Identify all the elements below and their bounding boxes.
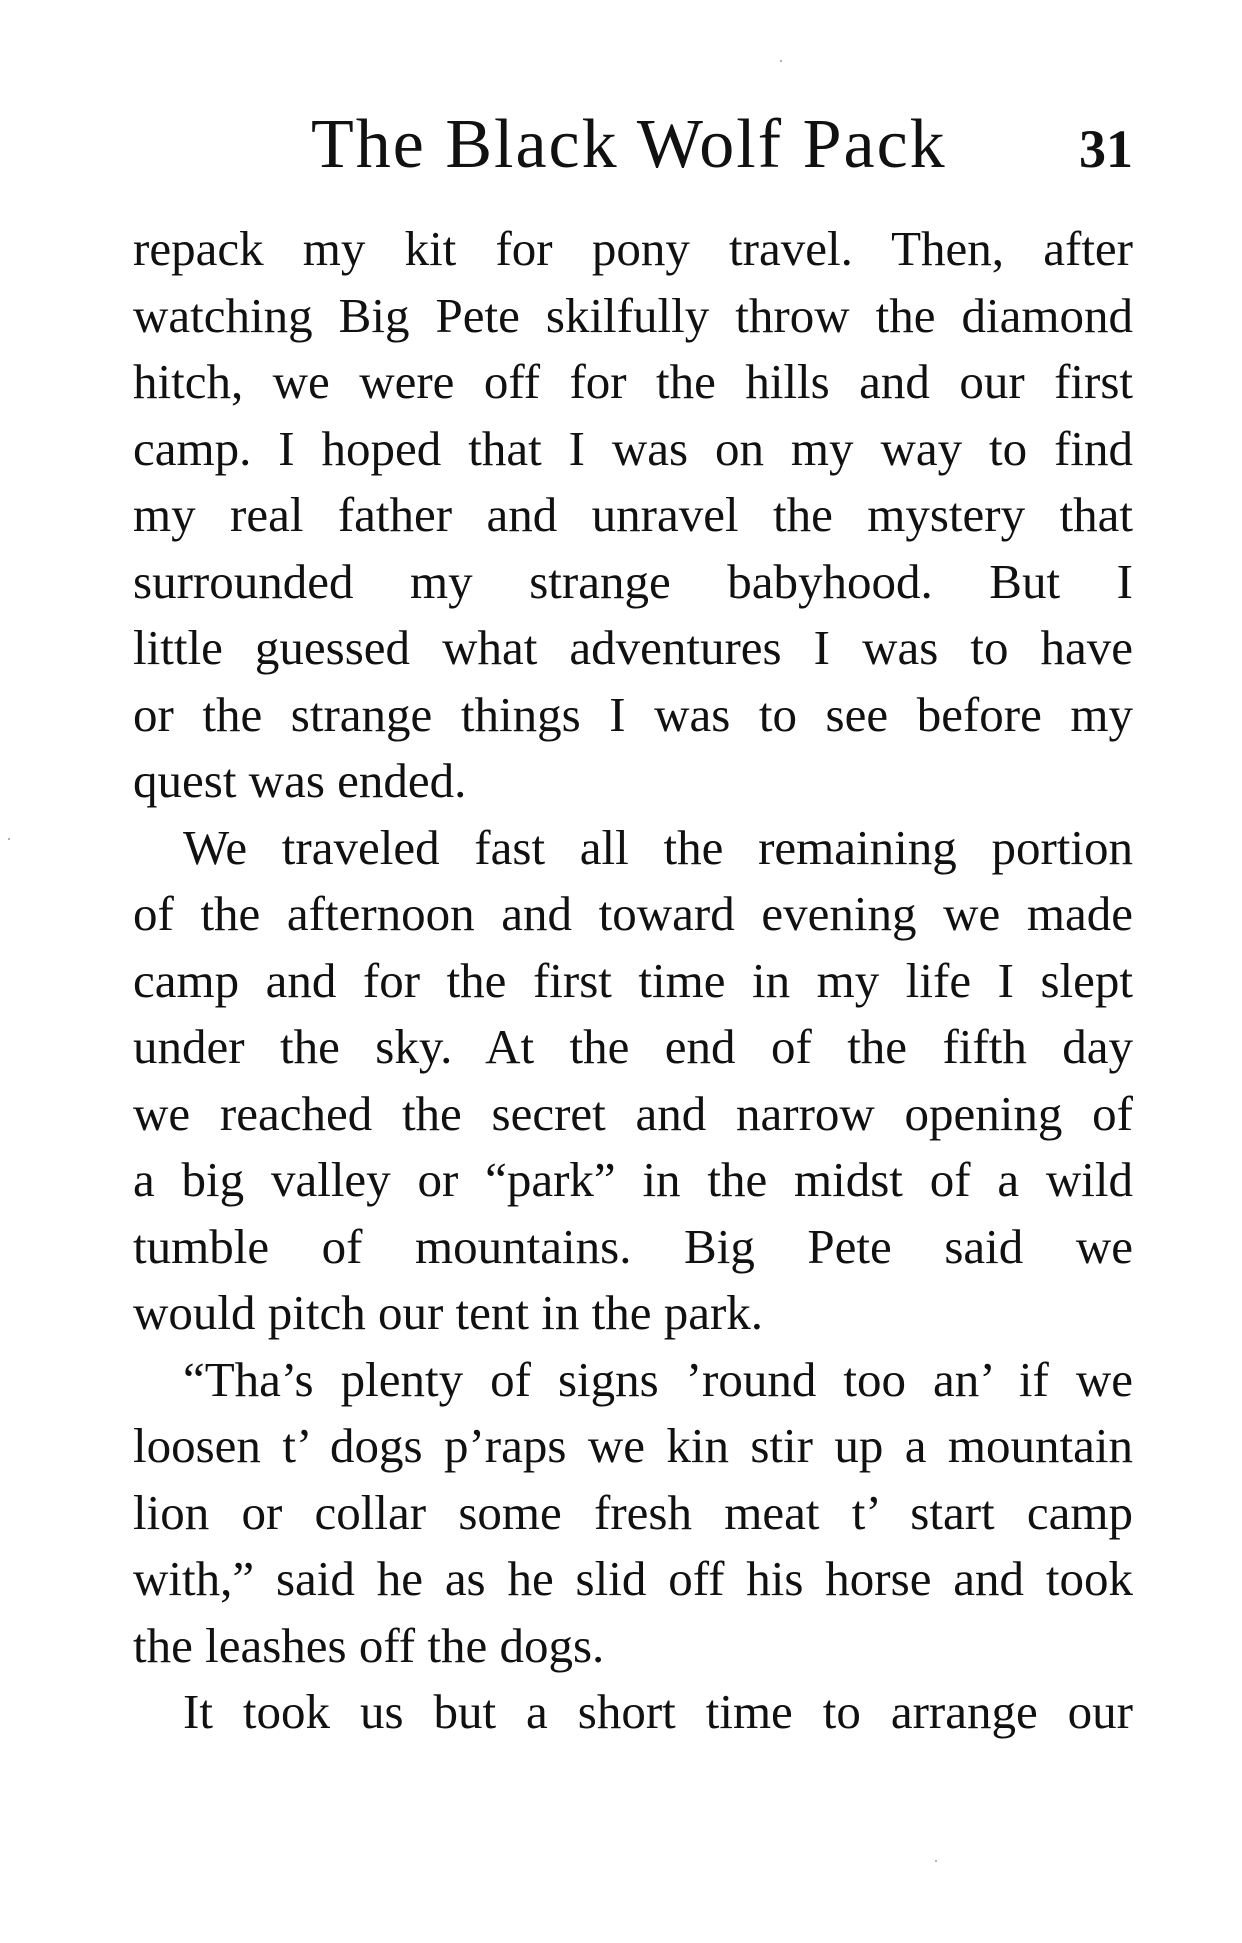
paragraph-2 <box>133 815 1133 1347</box>
text-line: tumble of mountains. Big Pete said we <box>133 1218 1133 1274</box>
body-text <box>133 216 1133 1746</box>
text-line: surrounded my strange babyhood. But I <box>133 553 1133 609</box>
paragraph-4 <box>133 1679 1133 1746</box>
text-line: camp and for the first time in my life I slept <box>133 952 1133 1008</box>
scan-speck <box>935 1860 937 1862</box>
text-line: the leashes off the dogs. <box>133 1617 605 1673</box>
scan-speck <box>780 60 782 62</box>
text-line: under the sky. At the end of the fifth day <box>133 1019 1133 1074</box>
text-line: or the strange things I was to see before my <box>133 686 1133 742</box>
scan-speck <box>8 838 10 840</box>
text-line: repack my kit for pony travel. Then, after <box>133 221 1133 276</box>
text-line: of the afternoon and toward evening we made <box>133 886 1133 941</box>
text-line: hitch, we were off for the hills and our first <box>133 354 1133 409</box>
text-line: with,” said he as he slid off his horse and took <box>133 1551 1133 1606</box>
running-head <box>133 100 1133 190</box>
text-line: watching Big Pete skilfully throw the diamond <box>133 287 1133 343</box>
text-line: my real father and unravel the mystery that <box>133 487 1133 542</box>
page-number: 31 <box>1079 119 1133 179</box>
text-line: we reached the secret and narrow opening of <box>133 1085 1133 1141</box>
text-line: a big valley or “park” in the midst of a wild <box>133 1152 1133 1207</box>
paragraph-3 <box>133 1347 1133 1680</box>
text-line: lion or collar some fresh meat t’ start camp <box>133 1484 1133 1540</box>
text-line: little guessed what adventures I was to have <box>133 620 1133 675</box>
text-line: We traveled fast all the remaining portion <box>183 819 1133 875</box>
running-title: The Black Wolf Pack <box>311 106 947 183</box>
text-line: would pitch our tent in the park. <box>133 1285 764 1340</box>
text-line: loosen t’ dogs p’raps we kin stir up a mountain <box>133 1418 1133 1473</box>
text-line: “Tha’s plenty of signs ’round too an’ if we <box>183 1351 1133 1407</box>
text-line: camp. I hoped that I was on my way to find <box>133 420 1133 476</box>
text-line: quest was ended. <box>133 753 467 808</box>
text-line: It took us but a short time to arrange our <box>183 1684 1133 1739</box>
paragraph-1 <box>133 216 1133 815</box>
